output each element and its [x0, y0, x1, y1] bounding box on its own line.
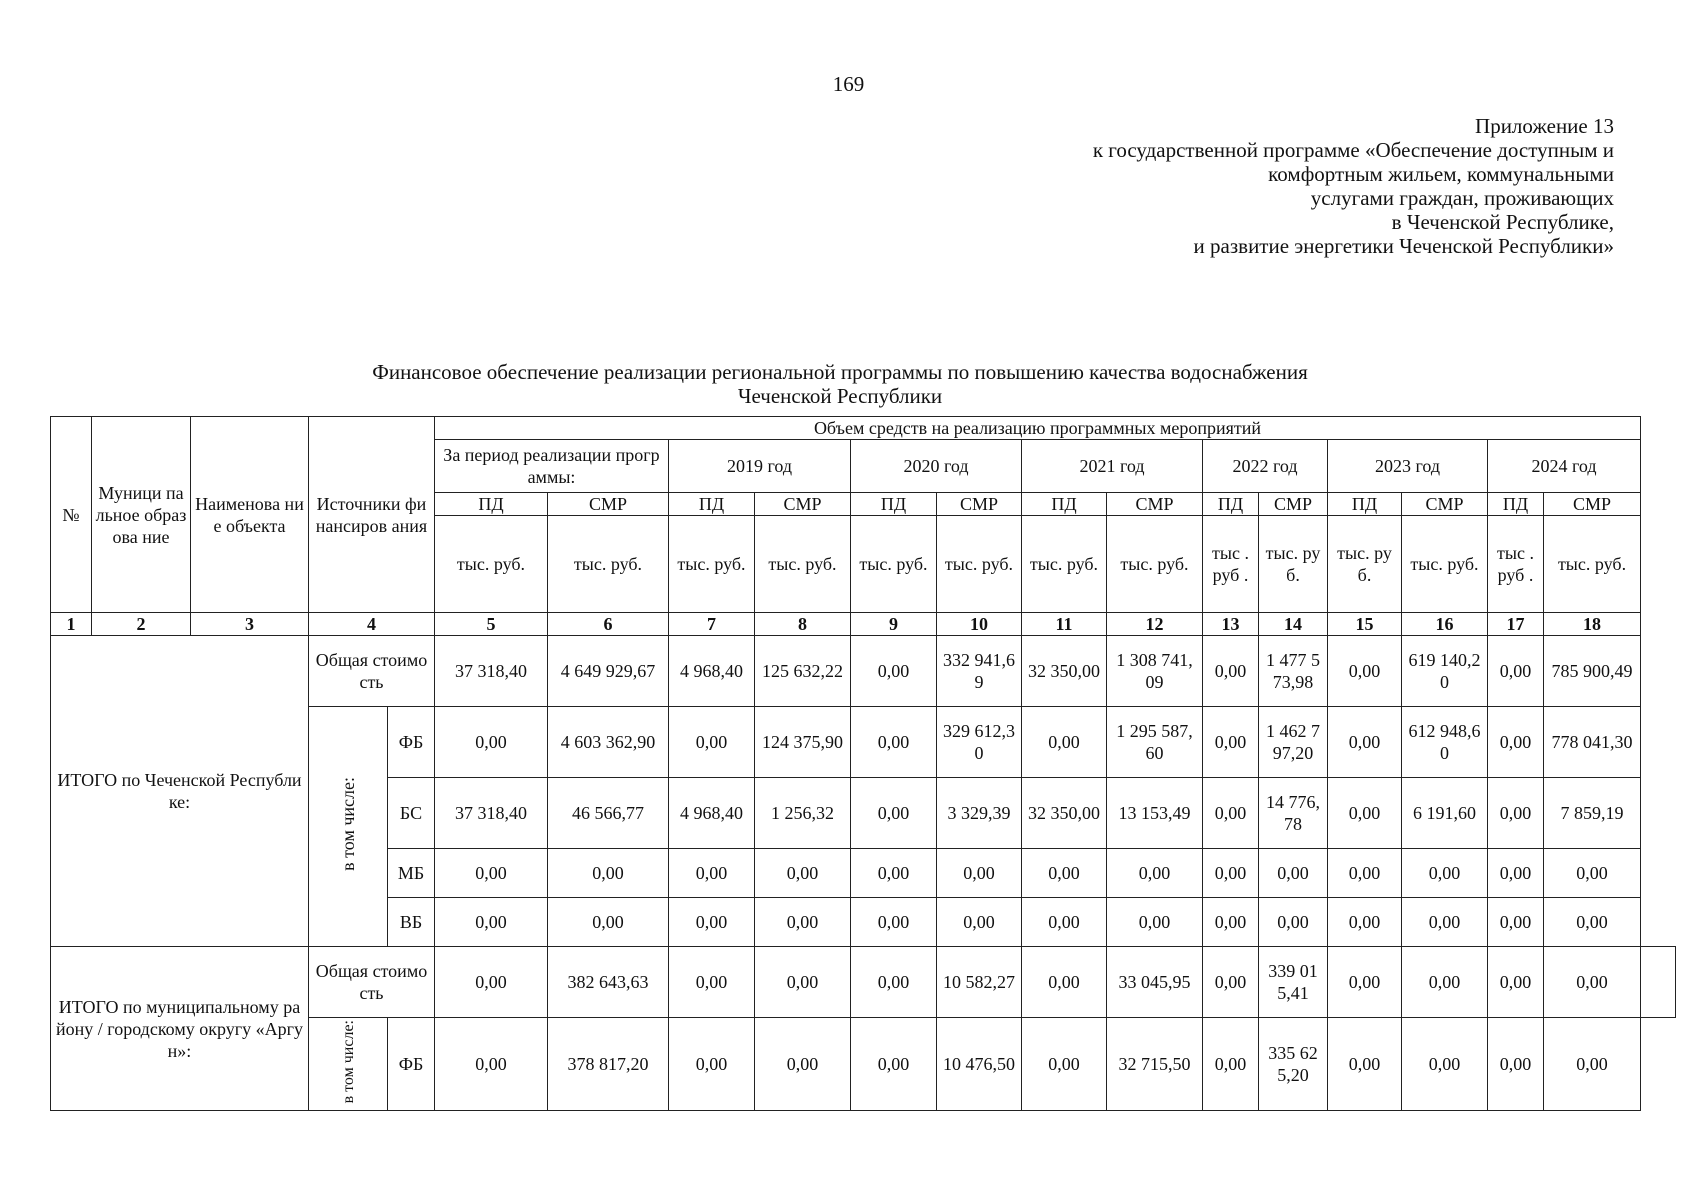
value-cell: 0,00 [669, 898, 755, 947]
value-cell: 0,00 [1107, 898, 1203, 947]
value-cell: 0,00 [1488, 849, 1544, 898]
value-cell: 0,00 [669, 947, 755, 1018]
value-cell: 0,00 [1259, 898, 1328, 947]
value-cell: 0,00 [1259, 849, 1328, 898]
value-cell: 0,00 [1107, 849, 1203, 898]
value-cell: 0,00 [1402, 849, 1488, 898]
column-number: 14 [1259, 613, 1328, 636]
value-cell: 785 900,49 [1544, 636, 1641, 707]
total-cost-label: Общая стоимость [309, 947, 435, 1018]
value-cell: 0,00 [851, 849, 937, 898]
column-number: 10 [937, 613, 1022, 636]
value-cell: 0,00 [1022, 898, 1107, 947]
value-cell: 0,00 [435, 707, 548, 778]
value-cell: 0,00 [1402, 947, 1488, 1018]
column-number: 9 [851, 613, 937, 636]
value-cell: 0,00 [1328, 898, 1402, 947]
value-cell: 46 566,77 [548, 778, 669, 849]
header-year: 2023 год [1328, 440, 1488, 493]
header-municipality: Муници пальное образова ние [92, 417, 191, 613]
value-cell: 124 375,90 [755, 707, 851, 778]
appendix-line: в Чеченской Республике, [1391, 210, 1614, 234]
value-cell: 0,00 [548, 898, 669, 947]
value-cell: 0,00 [1328, 778, 1402, 849]
value-cell: 0,00 [1203, 849, 1259, 898]
value-cell: 0,00 [548, 849, 669, 898]
header-pd: ПД [1328, 493, 1402, 516]
value-cell: 0,00 [755, 898, 851, 947]
value-cell: 0,00 [1488, 947, 1544, 1018]
value-cell: 37 318,40 [435, 778, 548, 849]
title-line: Чеченской Республики [737, 384, 943, 408]
value-cell: 0,00 [1328, 1018, 1402, 1111]
value-cell: 0,00 [1544, 849, 1641, 898]
column-number: 7 [669, 613, 755, 636]
value-cell: 0,00 [1328, 707, 1402, 778]
value-cell: 14 776,78 [1259, 778, 1328, 849]
value-cell: 32 350,00 [1022, 636, 1107, 707]
value-cell: 332 941,69 [937, 636, 1022, 707]
header-object: Наименова ние объекта [191, 417, 309, 613]
group-label: ИТОГО по Чеченской Республике: [51, 636, 309, 947]
value-cell: 619 140,20 [1402, 636, 1488, 707]
header-unit: тыс . руб . [1203, 516, 1259, 613]
value-cell: 0,00 [755, 849, 851, 898]
column-number: 5 [435, 613, 548, 636]
column-number: 15 [1328, 613, 1402, 636]
value-cell: 0,00 [435, 947, 548, 1018]
value-cell: 0,00 [1022, 1018, 1107, 1111]
value-cell: 0,00 [1488, 778, 1544, 849]
value-cell: 0,00 [1544, 1018, 1641, 1111]
value-cell: 6 191,60 [1402, 778, 1488, 849]
header-pd: ПД [1203, 493, 1259, 516]
column-number: 17 [1488, 613, 1544, 636]
value-cell: 0,00 [851, 707, 937, 778]
source-label: БС [388, 778, 435, 849]
value-cell: 3 329,39 [937, 778, 1022, 849]
column-number: 8 [755, 613, 851, 636]
value-cell: 0,00 [1402, 1018, 1488, 1111]
value-cell: 1 462 797,20 [1259, 707, 1328, 778]
header-unit: тыс. руб. [1402, 516, 1488, 613]
value-cell: 0,00 [1203, 1018, 1259, 1111]
source-label: ВБ [388, 898, 435, 947]
value-cell: 0,00 [1328, 947, 1402, 1018]
value-cell: 0,00 [1488, 707, 1544, 778]
header-unit: тыс. руб. [851, 516, 937, 613]
header-smr: СМР [1544, 493, 1641, 516]
value-cell: 329 612,30 [937, 707, 1022, 778]
header-smr: СМР [937, 493, 1022, 516]
header-pd: ПД [669, 493, 755, 516]
source-label: МБ [388, 849, 435, 898]
header-unit: тыс. руб. [548, 516, 669, 613]
value-cell: 0,00 [1203, 778, 1259, 849]
value-cell: 0,00 [1488, 1018, 1544, 1111]
column-number: 1 [51, 613, 92, 636]
value-cell: 0,00 [755, 947, 851, 1018]
column-number: 16 [1402, 613, 1488, 636]
value-cell: 0,00 [669, 707, 755, 778]
header-unit: тыс. руб. [1107, 516, 1203, 613]
value-cell: 1 477 573,98 [1259, 636, 1328, 707]
value-cell: 335 625,20 [1259, 1018, 1328, 1111]
header-unit: тыс. руб. [937, 516, 1022, 613]
value-cell: 4 968,40 [669, 636, 755, 707]
header-period: За период реализации программы: [435, 440, 669, 493]
header-pd: ПД [435, 493, 548, 516]
value-cell: 0,00 [1022, 947, 1107, 1018]
header-unit: тыс. руб. [1328, 516, 1402, 613]
value-cell: 1 295 587,60 [1107, 707, 1203, 778]
value-cell: 0,00 [1203, 947, 1259, 1018]
source-label: ФБ [388, 707, 435, 778]
header-sources: Источники финансиров ания [309, 417, 435, 613]
value-cell: 0,00 [1544, 898, 1641, 947]
financing-table [50, 416, 1676, 1111]
header-smr: СМР [1259, 493, 1328, 516]
header-unit: тыс. руб. [755, 516, 851, 613]
header-year: 2019 год [669, 440, 851, 493]
total-cost-label: Общая стоимость [309, 636, 435, 707]
value-cell: 0,00 [1328, 636, 1402, 707]
header-smr: СМР [1107, 493, 1203, 516]
value-cell: 0,00 [1022, 849, 1107, 898]
in-that-label: в том числе: [309, 707, 388, 947]
value-cell: 0,00 [851, 1018, 937, 1111]
document-title [50, 360, 1630, 408]
column-number: 13 [1203, 613, 1259, 636]
value-cell: 32 715,50 [1107, 1018, 1203, 1111]
column-number: 11 [1022, 613, 1107, 636]
in-that-label: в том числе: [309, 1018, 388, 1111]
appendix-line: и развитие энергетики Чеченской Республики» [1193, 234, 1614, 258]
source-label: ФБ [388, 1018, 435, 1111]
appendix-line: к государственной программе «Обеспечение доступным и [1092, 138, 1614, 162]
value-cell: 1 256,32 [755, 778, 851, 849]
value-cell: 4 649 929,67 [548, 636, 669, 707]
value-cell: 0,00 [1488, 636, 1544, 707]
value-cell: 0,00 [851, 947, 937, 1018]
header-unit: тыс. руб. [669, 516, 755, 613]
appendix-line: комфортным жильем, коммунальными [1268, 162, 1614, 186]
value-cell: 125 632,22 [755, 636, 851, 707]
title-line: Финансовое обеспечение реализации региональной программы по повышению качества водоснабжения [372, 360, 1308, 384]
value-cell: 0,00 [937, 849, 1022, 898]
value-cell: 10 582,27 [937, 947, 1022, 1018]
value-cell: 7 859,19 [1544, 778, 1641, 849]
column-number: 3 [191, 613, 309, 636]
value-cell: 0,00 [851, 778, 937, 849]
value-cell: 378 817,20 [548, 1018, 669, 1111]
appendix-note [1093, 114, 1614, 258]
value-cell: 0,00 [1203, 898, 1259, 947]
appendix-line: услугами граждан, проживающих [1310, 186, 1614, 210]
value-cell: 0,00 [1203, 707, 1259, 778]
header-year: 2020 год [851, 440, 1022, 493]
header-smr: СМР [1402, 493, 1488, 516]
appendix-line: Приложение 13 [1475, 114, 1614, 138]
header-unit: тыс . руб . [1488, 516, 1544, 613]
table-row [51, 947, 1676, 1018]
column-number: 6 [548, 613, 669, 636]
value-cell: 339 015,41 [1259, 947, 1328, 1018]
header-pd: ПД [1488, 493, 1544, 516]
column-number: 12 [1107, 613, 1203, 636]
value-cell: 4 968,40 [669, 778, 755, 849]
value-cell: 0,00 [851, 898, 937, 947]
value-cell: 0,00 [435, 1018, 548, 1111]
header-year: 2024 год [1488, 440, 1641, 493]
value-cell: 612 948,60 [1402, 707, 1488, 778]
table-row [51, 636, 1676, 707]
header-no: № [51, 417, 92, 613]
value-cell: 0,00 [1402, 898, 1488, 947]
header-smr: СМР [755, 493, 851, 516]
column-number: 18 [1544, 613, 1641, 636]
value-cell: 0,00 [1022, 707, 1107, 778]
page-number: 169 [832, 72, 865, 96]
value-cell: 382 643,63 [548, 947, 669, 1018]
value-cell: 0,00 [1203, 636, 1259, 707]
value-cell: 778 041,30 [1544, 707, 1641, 778]
column-number: 4 [309, 613, 435, 636]
value-cell: 0,00 [435, 849, 548, 898]
value-cell: 0,00 [851, 636, 937, 707]
value-cell: 37 318,40 [435, 636, 548, 707]
header-smr: СМР [548, 493, 669, 516]
value-cell: 32 350,00 [1022, 778, 1107, 849]
header-pd: ПД [851, 493, 937, 516]
value-cell: 1 308 741,09 [1107, 636, 1203, 707]
header-volume: Объем средств на реализацию программных мероприятий [435, 417, 1641, 440]
value-cell: 33 045,95 [1107, 947, 1203, 1018]
value-cell: 0,00 [669, 1018, 755, 1111]
header-year: 2021 год [1022, 440, 1203, 493]
header-pd: ПД [1022, 493, 1107, 516]
value-cell: 0,00 [1544, 947, 1641, 1018]
value-cell: 0,00 [1328, 849, 1402, 898]
group-label: ИТОГО по муниципальному району / городскому округу «Аргун»: [51, 947, 309, 1111]
value-cell: 0,00 [937, 898, 1022, 947]
value-cell: 0,00 [435, 898, 548, 947]
value-cell: 0,00 [669, 849, 755, 898]
value-cell: 0,00 [755, 1018, 851, 1111]
value-cell: 13 153,49 [1107, 778, 1203, 849]
column-number: 2 [92, 613, 191, 636]
header-unit: тыс. руб. [1022, 516, 1107, 613]
header-unit: тыс. руб. [435, 516, 548, 613]
value-cell: 0,00 [1488, 898, 1544, 947]
value-cell: 10 476,50 [937, 1018, 1022, 1111]
header-unit: тыс. руб. [1544, 516, 1641, 613]
header-unit: тыс. руб. [1259, 516, 1328, 613]
header-year: 2022 год [1203, 440, 1328, 493]
value-cell: 4 603 362,90 [548, 707, 669, 778]
